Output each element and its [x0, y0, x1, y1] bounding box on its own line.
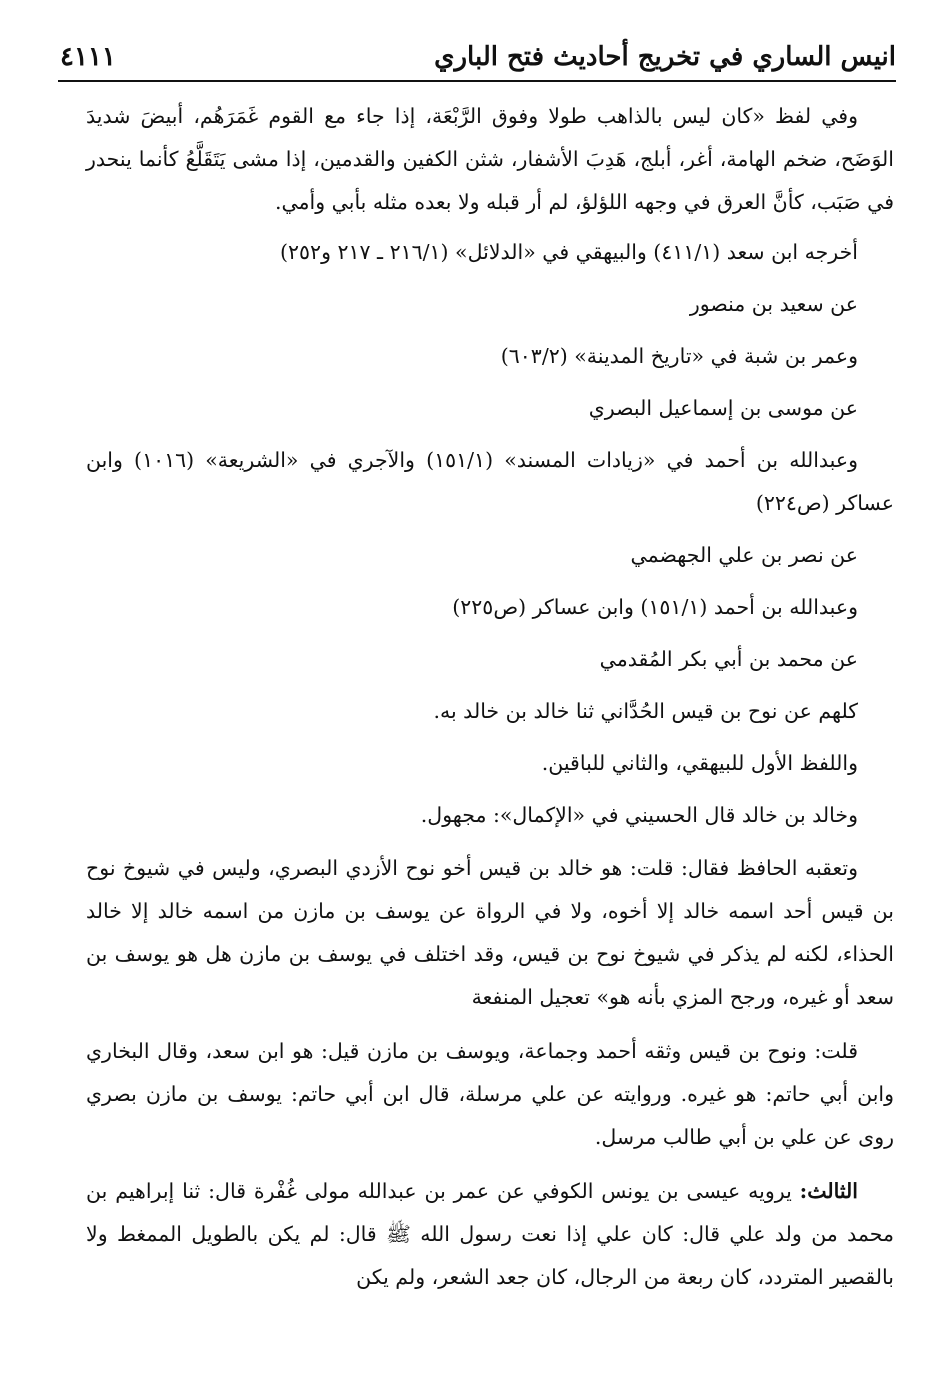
paragraph: عن نصر بن علي الجهضمي — [630, 543, 858, 567]
paragraph: وتعقبه الحافظ فقال: قلت: هو خالد بن قيس أخو نوح الأزدي البصري، وليس في شيوخ نوح بن قيس أحد اسمه خالد إلا أخوه، ولا في الرواة عن يوسف بن مازن من اسمه خالد إلا خالد الحذاء، لكنه لم يذكر في شيوخ نوح بن قيس، وقد اختلف في يوسف بن مازن هل هو يوسف بن سعد أو غيره، ورجح المزي بأنه هو» تعجيل المنفعة — [86, 856, 894, 1009]
paragraph: وفي لفظ «كان ليس بالذاهب طولا وفوق الرَّبْعَة، إذا جاء مع القوم غَمَرَهُم، أبيضَ شديدَ الوَضَح، ضخم الهامة، أغر، أبلج، هَدِبَ الأشفار، شثن الكفين والقدمين، إذا مشى يَتَقَلَّعُ كأنما ينحدر في صَبَب، كأنَّ العرق في وجهه اللؤلؤ، لم أر قبله ولا بعده مثله بأبي وأمي. — [86, 104, 894, 214]
page-number: ٤١١١ — [60, 42, 116, 72]
header-rule — [58, 80, 896, 82]
paragraph: عن محمد بن أبي بكر المُقدمي — [599, 647, 858, 671]
paragraph: عن سعيد بن منصور — [689, 292, 858, 316]
page-body — [86, 95, 894, 1299]
page-header — [58, 40, 896, 80]
paragraph: قلت: ونوح بن قيس وثقه أحمد وجماعة، ويوسف بن مازن قيل: هو ابن سعد، وقال البخاري وابن أبي حاتم: هو غيره. وروايته عن علي مرسلة، قال ابن أبي حاتم: يوسف بن مازن بصري روى عن علي بن أبي طالب مرسل. — [86, 1039, 894, 1149]
paragraph: وعبدالله بن أحمد في «زيادات المسند» (١٥١/١) والآجري في «الشريعة» (١٠١٦) وابن عساكر (ص٢٢٤) — [86, 448, 894, 515]
paragraph — [86, 1170, 894, 1299]
paragraph: واللفظ الأول للبيهقي، والثاني للباقين. — [541, 751, 858, 775]
paragraph-text: يرويه عيسى بن يونس الكوفي عن عمر بن عبدالله مولى غُفْرة قال: ثنا إبراهيم بن محمد من ولد علي قال: كان علي إذا نعت رسول الله ﷺ قال: لم يكن بالطويل الممغط ولا بالقصير المتردد، كان ربعة من الرجال، كان جعد الشعر، ولم يكن — [86, 1179, 894, 1289]
paragraph: أخرجه ابن سعد (٤١١/١) والبيهقي في «الدلائل» (٢١٦/١ ـ ٢١٧ و٢٥٢) — [280, 240, 858, 264]
paragraph: وخالد بن خالد قال الحسيني في «الإكمال»: مجهول. — [420, 803, 858, 827]
paragraph: عن موسى بن إسماعيل البصري — [588, 396, 858, 420]
paragraph: وعمر بن شبة في «تاريخ المدينة» (٦٠٣/٢) — [500, 344, 858, 368]
running-title: انيس الساري في تخريج أحاديث فتح الباري — [434, 42, 896, 72]
paragraph: وعبدالله بن أحمد (١٥١/١) وابن عساكر (ص٢٢٥) — [452, 595, 858, 619]
paragraph-lead: الثالث: — [799, 1179, 858, 1203]
paragraph: كلهم عن نوح بن قيس الحُدَّاني ثنا خالد بن خالد به. — [433, 699, 858, 723]
